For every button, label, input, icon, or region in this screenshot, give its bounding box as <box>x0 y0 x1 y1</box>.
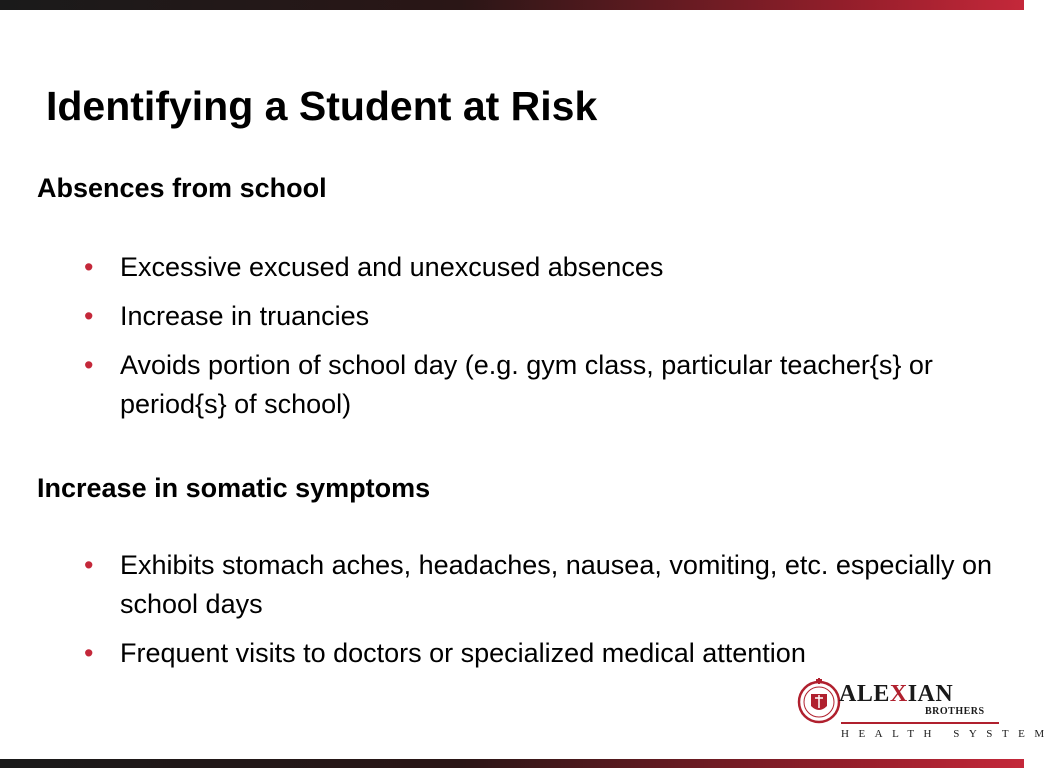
bullet-text: Avoids portion of school day (e.g. gym class, particular teacher{s} or period{s} of school) <box>120 350 933 419</box>
alexian-brothers-logo <box>797 672 1054 742</box>
logo-name-part1: ALE <box>839 681 890 707</box>
section-heading-absences: Absences from school <box>37 173 327 203</box>
section-heading-somatic: Increase in somatic symptoms <box>37 473 431 503</box>
bullet-dot-icon: • <box>84 550 94 580</box>
list-item <box>84 346 1004 424</box>
logo-name-part2: IAN <box>907 681 954 707</box>
list-item <box>84 546 1004 624</box>
logo-wordmark <box>839 682 953 706</box>
slide-title: Identifying a Student at Risk <box>46 83 598 129</box>
bullet-list-somatic <box>84 546 1004 683</box>
bullet-text: Exhibits stomach aches, headaches, nausea, vomiting, etc. especially on school days <box>120 550 992 619</box>
logo-subname: BROTHERS <box>925 706 985 717</box>
crest-seal-icon <box>797 672 845 728</box>
bullet-dot-icon: • <box>84 638 94 668</box>
logo-divider <box>841 722 999 724</box>
bullet-list-absences <box>84 248 1004 434</box>
bottom-accent-bar <box>0 759 1024 768</box>
bullet-text: Excessive excused and unexcused absences <box>120 252 664 282</box>
bullet-dot-icon: • <box>84 350 94 380</box>
logo-name-x: X <box>889 681 908 707</box>
top-accent-bar <box>0 0 1024 10</box>
list-item <box>84 634 1004 673</box>
list-item <box>84 248 1004 287</box>
bullet-dot-icon: • <box>84 252 94 282</box>
bullet-text: Frequent visits to doctors or specialized medical attention <box>120 638 806 668</box>
bullet-dot-icon: • <box>84 301 94 331</box>
slide <box>0 10 1024 759</box>
logo-tagline: HEALTH SYSTEM <box>841 728 1054 740</box>
bullet-text: Increase in truancies <box>120 301 370 331</box>
list-item <box>84 297 1004 336</box>
